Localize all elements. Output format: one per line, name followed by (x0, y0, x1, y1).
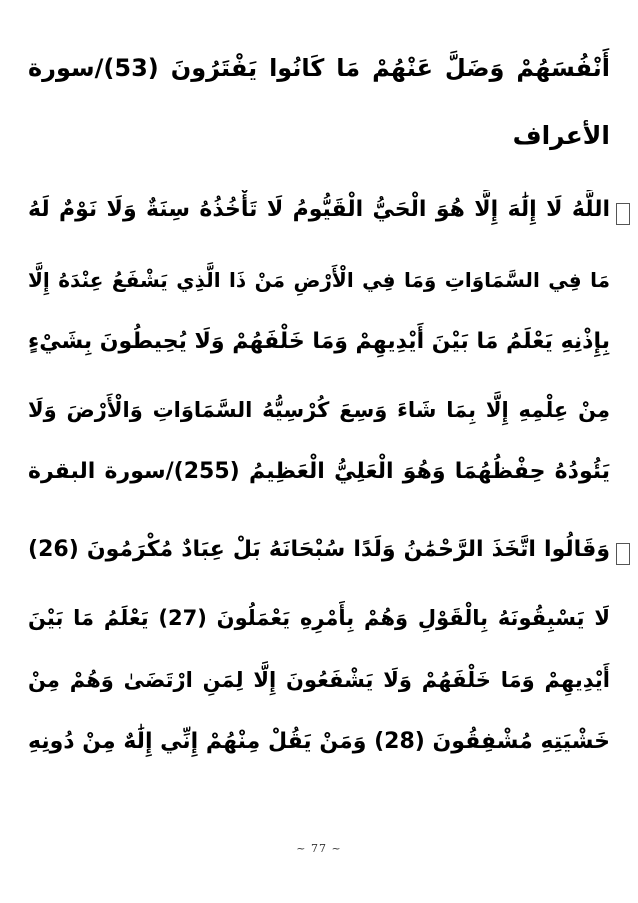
text-line-6: مِنْ عِلْمِهِ إِلَّا بِمَا شَاءَ وَسِعَ كُرْسِيُّهُ السَّمَاوَاتِ وَالْأَرْضَ وَلَا (28, 398, 610, 422)
text-line-10: أَيْدِيهِمْ وَمَا خَلْفَهُمْ وَلَا يَشْفَعُونَ إِلَّا لِمَنِ ارْتَضَىٰ وَهُمْ مِنْ (28, 668, 610, 692)
text-line-4: مَا فِي السَّمَاوَاتِ وَمَا فِي الْأَرْضِ مَنْ ذَا الَّذِي يَشْفَعُ عِنْدَهُ إِلَّا (28, 268, 610, 292)
text-line-9: لَا يَسْبِقُونَهُ بِالْقَوْلِ وَهُمْ بِأَمْرِهِ يَعْمَلُونَ (27) يَعْلَمُ مَا بَيْنَ (28, 606, 610, 630)
page-number: ~ 77 ~ (296, 842, 342, 855)
verse-start-marker (616, 543, 630, 565)
text-line-11: خَشْيَتِهِ مُشْفِقُونَ (28) وَمَنْ يَقُلْ مِنْهُمْ إِنِّي إِلَٰهٌ مِنْ دُونِهِ (28, 729, 610, 754)
text-line-1: أَنْفُسَهُمْ وَضَلَّ عَنْهُمْ مَا كَانُوا يَفْتَرُونَ (53)/سورة (28, 54, 610, 82)
text-line-8: وَقَالُوا اتَّخَذَ الرَّحْمَٰنُ وَلَدًا سُبْحَانَهُ بَلْ عِبَادٌ مُكْرَمُونَ (26) (28, 537, 610, 562)
text-line-5: بِإِذْنِهِ يَعْلَمُ مَا بَيْنَ أَيْدِيهِمْ وَمَا خَلْفَهُمْ وَلَا يُحِيطُونَ بِشَيْءٍ (28, 329, 610, 354)
text-line-3: اللَّهُ لَا إِلَٰهَ إِلَّا هُوَ الْحَيُّ الْقَيُّومُ لَا تَأْخُذُهُ سِنَةٌ وَلَا نَوْمٌ لَهُ (28, 197, 610, 222)
text-line-7: يَئُودُهُ حِفْظُهُمَا وَهُوَ الْعَلِيُّ الْعَظِيمُ (255)/سورة البقرة (28, 459, 610, 484)
verse-start-marker (616, 203, 630, 225)
text-line-2: الأعراف (512, 121, 610, 150)
